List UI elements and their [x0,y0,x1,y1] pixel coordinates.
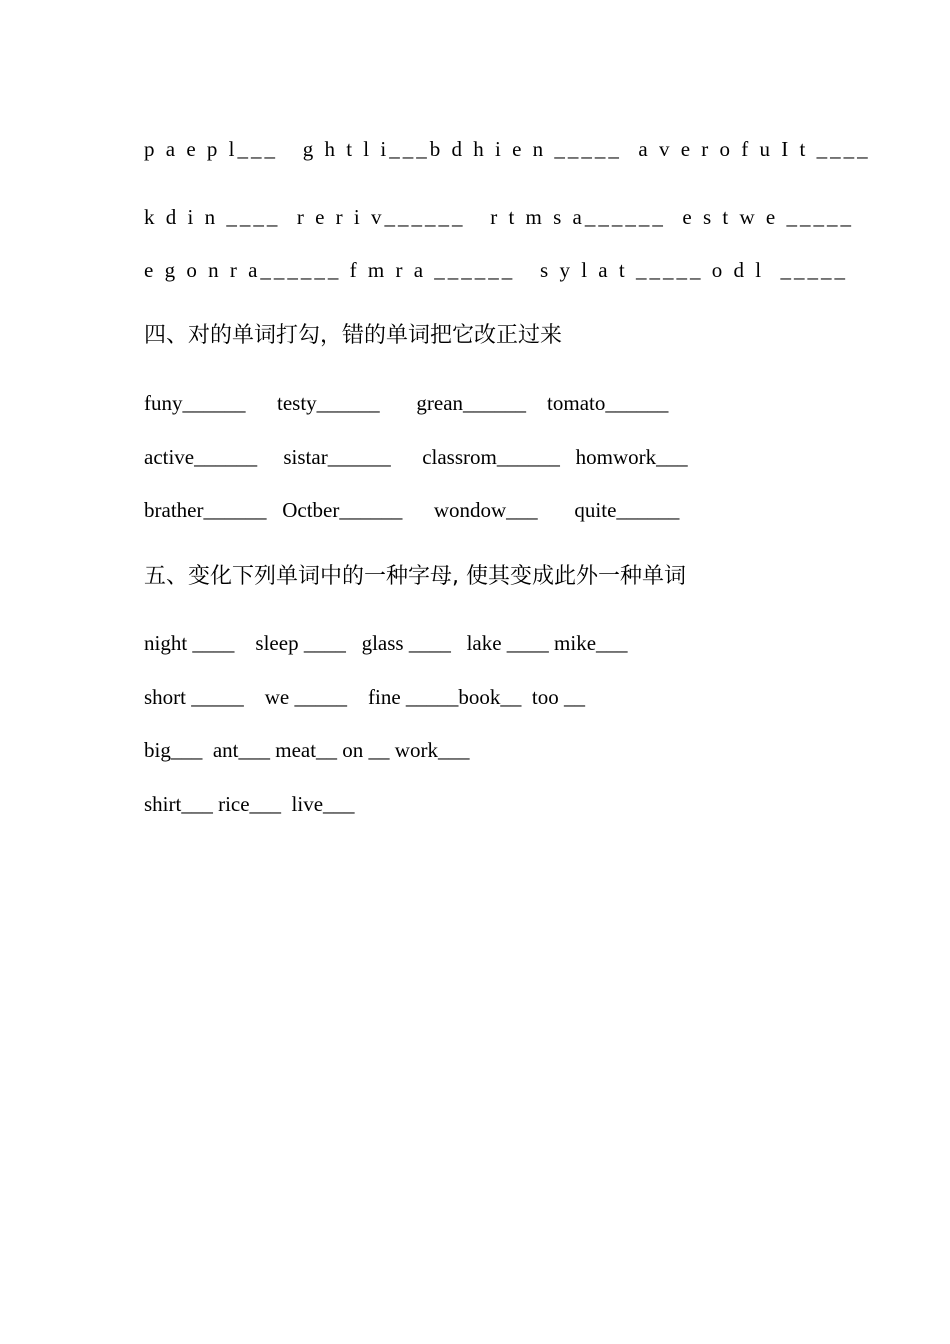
scrambled-line-3: e g o n r a______ f m r a ______ s y l a t _____ o d l _____ [144,258,849,282]
change-letter-line-3: big___ ant___ meat__ on __ work___ [144,738,470,762]
scrambled-line-1: p a e p l___ g h t l i___b d h i e n _____ a v e r o f u I t ____ [144,137,871,161]
section-four-heading: 四、对的单词打勾，错的单词把它改正过来 [144,323,563,348]
section-five-heading: 五、变化下列单词中的一种字母, 使其变成此外一种单词 [144,564,686,589]
correction-line-2: active______ sistar______ classrom______ homwork___ [144,445,688,469]
change-letter-line-2: short _____ we _____ fine _____book__ too __ [144,685,585,709]
correction-line-3: brather______ Octber______ wondow___ quite______ [144,498,680,522]
change-letter-line-4: shirt___ rice___ live___ [144,792,355,816]
change-letter-line-1: night ____ sleep ____ glass ____ lake ____ mike___ [144,631,628,655]
scrambled-line-2: k d i n ____ r e r i v______ r t m s a______ e s t w e _____ [144,205,854,229]
correction-line-1: funy______ testy______ grean______ tomato______ [144,391,669,415]
